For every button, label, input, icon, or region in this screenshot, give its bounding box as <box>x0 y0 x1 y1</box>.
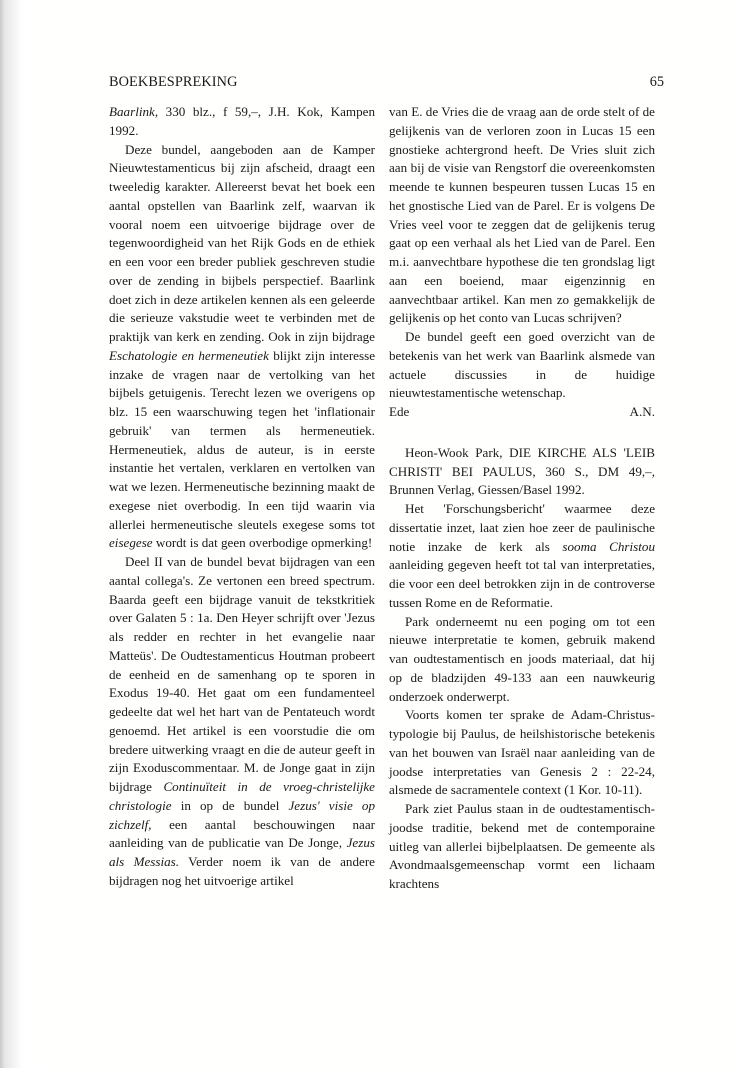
review-paragraph-7: Voorts komen ter sprake de Adam-Christus-typologie bij Paulus, de heilshistorische betekenis van het bouwen van Israël naar aanleiding van de joodse interpretaties van Genesis 2 : 22-24, alsmede de sacramentele context (1 Kor. 10-11). <box>389 707 655 798</box>
reference-author: Baarlink, <box>109 104 159 119</box>
review-paragraph-1 <box>109 141 375 554</box>
signature-place: Ede <box>389 404 410 419</box>
paragraph-text: aanleiding gegeven heeft tot tal van interpretaties, die voor een deel betrokken zijn in de controverse tussen Rome en de Reformatie. <box>389 557 655 610</box>
title-italic: Jezus' visie op zichzelf, <box>109 797 375 832</box>
review-paragraph-2 <box>109 553 375 891</box>
paragraph-text: blijkt zijn interesse inzake de vragen naar de vertolking van het bijbels getuigenis. Terecht lezen we overigens op blz. 15 een waarschuwing tegen het 'inflationair gebruik' van termen als hermeneutiek. Hermeneutiek, aldus de auteur, is in eerste instantie het vertalen, verklaren en vertolken van wat we lezen. Hermeneutische bezinning maakt de exegese niet overbodig. In een tijd waarin via allerlei hermeneutische sleutels exegese soms tot <box>109 347 375 532</box>
signature-initials: A.N. <box>629 404 655 419</box>
paragraph-text: in op de bundel <box>171 797 289 813</box>
paragraph-text: Deze bundel, aangeboden aan de Kamper Nieuwtestamenticus bij zijn afscheid, draagt een tweeledig karakter. Allereerst bevat het boek een aantal opstellen van Baarlink zelf, waarvan ik vooral noem een uitvoerige bijdrage over de tegenwoordigheid van het Rijk Gods en de ethiek en een voor een breder publiek geschreven studie over de zending in bijbels perspectief. Baarlink doet zich in deze artikelen kennen als een geleerde die serieuze vakstudie weet te verbinden met de praktijk van kerk en zending. Ook in zijn bijdrage <box>109 141 375 344</box>
section-spacer <box>389 422 655 444</box>
book-reference-baarlink <box>109 103 375 141</box>
review-paragraph-8: Park ziet Paulus staan in de oudtestamentisch-joodse traditie, bekend met de contemporaine uitleg van allerlei bijbelplaatsen. De gemeente als Avondmaalsgemeenschap vormt een lichaam krachtens <box>389 801 655 891</box>
right-column <box>389 103 655 894</box>
left-column <box>109 103 375 891</box>
paragraph-text: Deel II van de bundel bevat bijdragen van een aantal collega's. Ze vertonen een breed spectrum. Baarda geeft een bijdrage vanuit de tekstkritiek over Galaten 5 : 1a. Den Heyer schrijft over 'Jezus als redder en rechter in het evangelie naar Matteüs'. De Oudtestamenticus Houtman probeert de eenheid en de samenhang op te sporen in Exodus 19-40. Het gaat om een fundamenteel gedeelte dat wel het hart van de Pentateuch wordt genoemd. Het artikel is een voorstudie die om bredere uitwerking vraagt en die de auteur geeft in zijn Exoduscommentaar. M. de Jonge gaat in zijn bijdrage <box>109 554 375 794</box>
paragraph-text: Het 'Forschungsbericht' waarmee deze dissertatie inzet, laat zien hoe zeer de paulinische notie inzake de kerk als <box>389 501 655 554</box>
title-italic: Continuïteit in de vroeg-christelijke christologie <box>109 779 375 813</box>
review-paragraph-6: Park onderneemt nu een poging om tot een nieuwe interpretatie te komen, gebruik makend van oudtestamentisch en joods materiaal, dat hij op de bladzijden 49-133 aan een nauwkeurig onderzoek onderwerpt. <box>389 613 655 704</box>
term-italic: eisegese <box>109 535 153 551</box>
reference-details: 330 blz., f 59,–, J.H. Kok, Kampen 1992. <box>109 104 375 138</box>
book-page <box>38 0 738 1068</box>
section-title: BOEKBESPREKING <box>109 74 238 90</box>
title-italic: Jezus als Messias. <box>109 835 375 869</box>
title-italic: Eschatologie en hermeneutiek <box>109 347 269 363</box>
paragraph-text: Verder noem ik van de andere bijdragen nog het uitvoerige artikel <box>109 854 375 888</box>
scan-shadow-edge <box>0 0 38 1068</box>
paragraph-text: een aantal beschouwingen naar aanleiding van de publicatie van De Jonge, <box>109 816 375 851</box>
term-italic: sooma Christou <box>562 538 655 554</box>
page-number: 65 <box>649 74 664 90</box>
review-paragraph-3: van E. de Vries die de vraag aan de orde stelt of de gelijkenis van de verloren zoon in Lucas 15 een gnostieke achtergrond heeft. De Vries sluit zich aan bij de visie van Rengstorf die overeenkomsten meende te kunnen bespeuren tussen Lucas 15 en het gnostische Lied van de Parel. Er is volgens De Vries veel voor te zeggen dat de gelijkenis terug gaat op een verhaal als het Lied van de Parel. Een m.i. aanvechtbare hypothese die ten grondslag ligt aan een boeiend, maar eigenzinnig en aanvechtbaar artikel. Kan men zo gemakkelijk de gelijkenis op het conto van Lucas schrijven? <box>389 104 655 326</box>
review-paragraph-5 <box>389 500 655 613</box>
book-reference-park: Heon-Wook Park, DIE KIRCHE ALS 'LEIB CHRISTI' BEI PAULUS, 360 S., DM 49,–, Brunnen Verlag, Giessen/Basel 1992. <box>389 444 655 498</box>
review-paragraph-4: De bundel geeft een goed overzicht van de betekenis van het werk van Baarlink alsmede van actuele discussies in de huidige nieuwtestamentische wetenschap. <box>389 329 655 401</box>
review-signature <box>389 403 655 422</box>
running-header <box>109 73 664 91</box>
paragraph-text: wordt is dat geen overbodige opmerking! <box>152 535 373 551</box>
